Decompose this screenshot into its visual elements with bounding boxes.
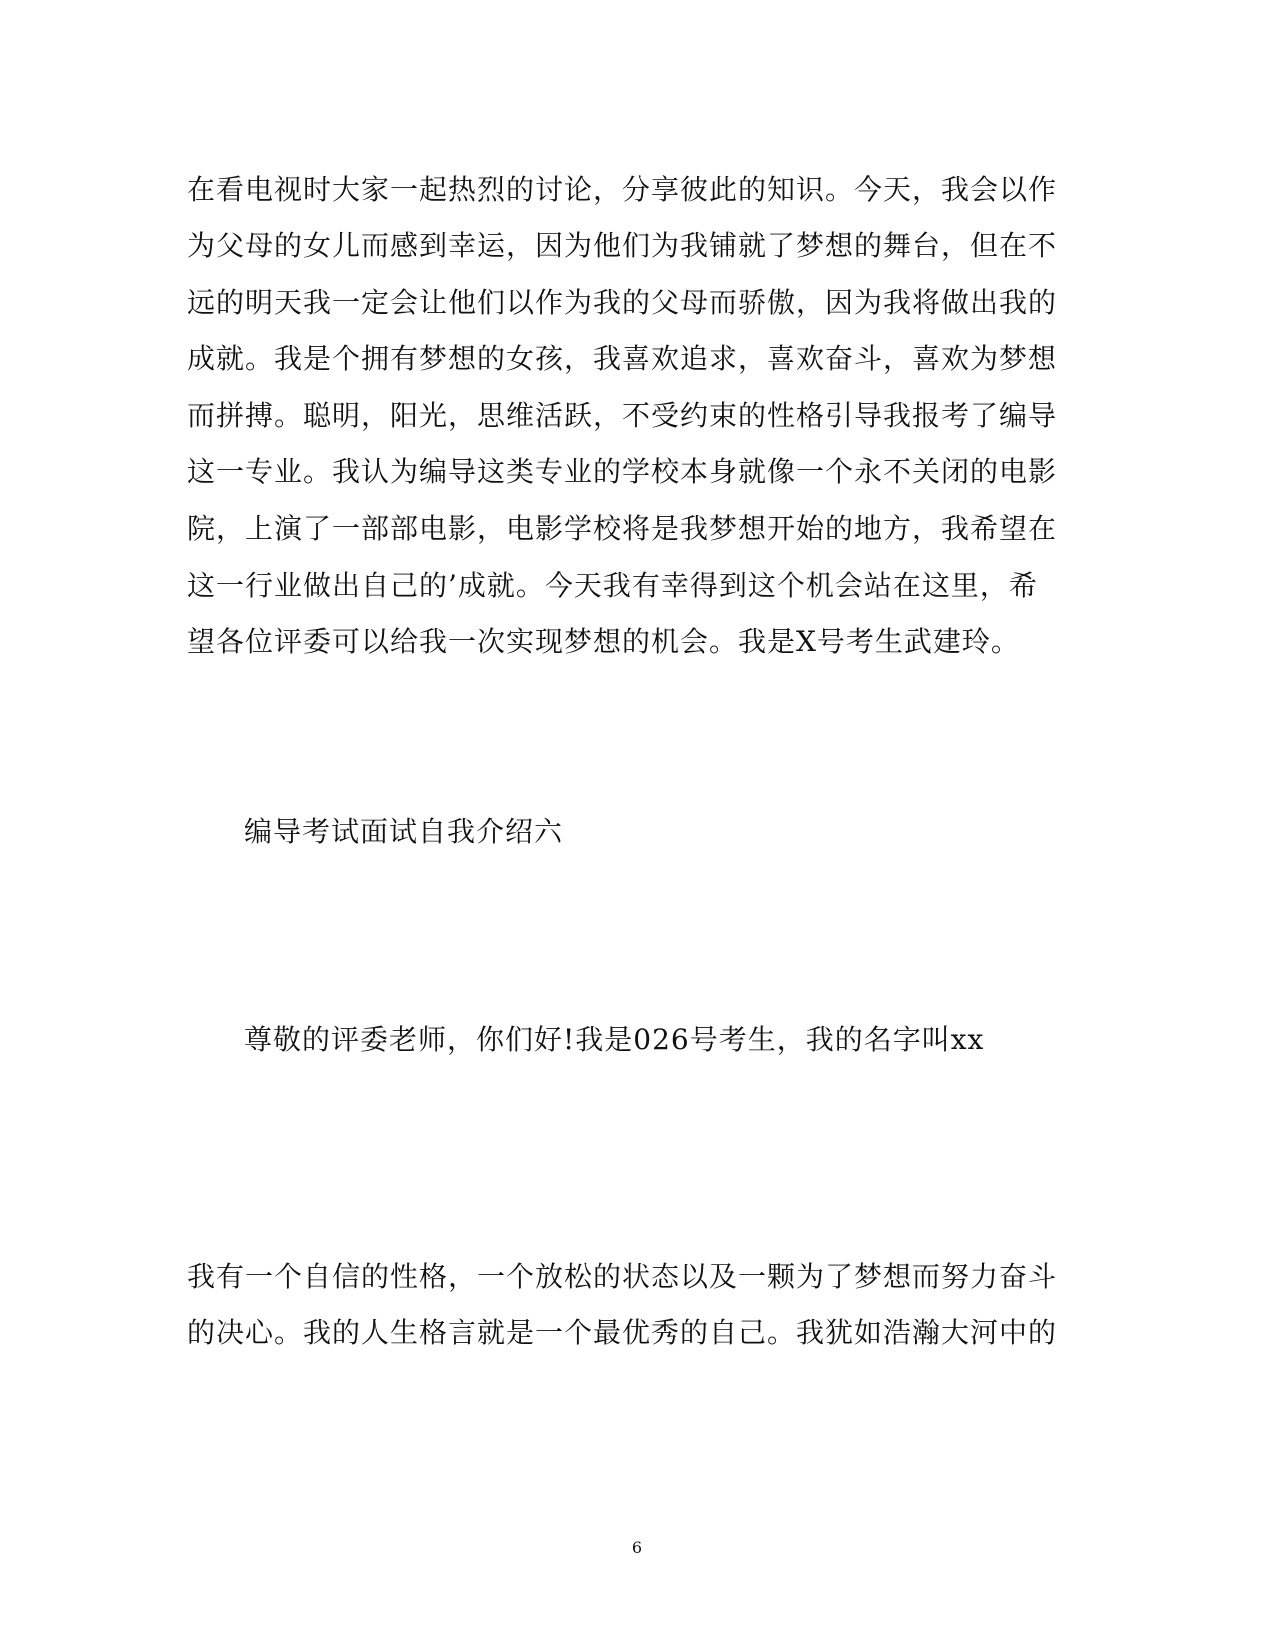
paragraph-line: 这一专业。我认为编导这类专业的学校本身就像一个永不关闭的电影 bbox=[187, 455, 1058, 488]
paragraph-line: 而拼搏。聪明，阳光，思维活跃，不受约束的性格引导我报考了编导 bbox=[187, 399, 1058, 432]
paragraph-line: 远的明天我一定会让他们以作为我的父母而骄傲，因为我将做出我的 bbox=[187, 286, 1058, 319]
paragraph-line: 我有一个自信的性格，一个放松的状态以及一颗为了梦想而努力奋斗 bbox=[187, 1260, 1058, 1293]
paragraph-line: 的决心。我的人生格言就是一个最优秀的自己。我犹如浩瀚大河中的 bbox=[187, 1316, 1058, 1349]
greeting-line: 尊敬的评委老师，你们好!我是026号考生，我的名字叫xx bbox=[244, 1023, 985, 1056]
paragraph-line: 这一行业做出自己的’成就。今天我有幸得到这个机会站在这里，希 bbox=[187, 569, 1038, 602]
section-heading: 编导考试面试自我介绍六 bbox=[244, 815, 564, 848]
paragraph-line: 望各位评委可以给我一次实现梦想的机会。我是X号考生武建玲。 bbox=[187, 625, 1020, 658]
page-number: 6 bbox=[631, 1538, 643, 1557]
paragraph-line: 在看电视时大家一起热烈的讨论，分享彼此的知识。今天，我会以作 bbox=[187, 173, 1058, 206]
paragraph-line: 成就。我是个拥有梦想的女孩，我喜欢追求，喜欢奋斗，喜欢为梦想 bbox=[187, 342, 1058, 375]
paragraph-line: 为父母的女儿而感到幸运，因为他们为我铺就了梦想的舞台，但在不 bbox=[187, 229, 1058, 262]
paragraph-line: 院，上演了一部部电影，电影学校将是我梦想开始的地方，我希望在 bbox=[187, 512, 1058, 545]
